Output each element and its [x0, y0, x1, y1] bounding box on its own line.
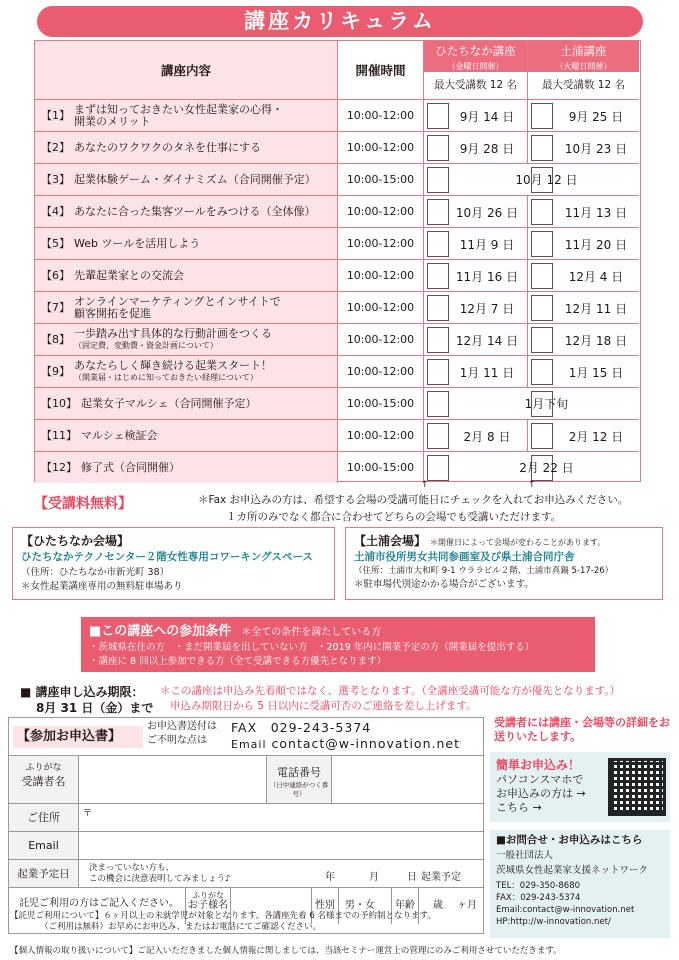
child-name: お子様名 [188, 900, 228, 911]
free-note-1: ＊Fax お申込みの方は、希望する会場の受講可能日にチェックを入れてお申込みください。 [198, 494, 629, 506]
easy-title: 簡単お申込み！ [496, 758, 581, 772]
table-row [35, 163, 639, 195]
form-to-1: お申込書送付は [147, 721, 217, 732]
checkbox-tsuchiura[interactable] [531, 103, 553, 129]
row-date-tsuchiura: 12月 18 日 [564, 333, 628, 348]
row-date-tsuchiura: 10月 23 日 [564, 141, 628, 156]
email-row [9, 831, 483, 859]
row-date-hitachinaka: 9月 28 日 [459, 141, 515, 156]
hitachinaka-day: （金曜日開催） [424, 61, 527, 72]
venue-t-small: ＊開催日によって会場が変わることがあります。 [430, 538, 606, 547]
checkbox-hitachinaka[interactable] [427, 327, 449, 353]
table-row [35, 131, 639, 163]
row-date-hitachinaka: 9月 14 日 [459, 109, 515, 124]
contact-title: ■お問合せ・お申込みはこちら [496, 834, 643, 846]
venue-t-name: 土浦市役所男女共同参画室及び県土浦合同庁舎 [354, 551, 575, 563]
row-time: 10:00-15:00 [338, 164, 424, 195]
checkbox-hitachinaka[interactable] [427, 295, 449, 321]
table-row [35, 227, 639, 259]
row-title-cell [35, 324, 338, 355]
plan-end: 起業予定 [421, 872, 461, 883]
venue-h-addr: （住所：ひたちなか市新光町 38） [21, 567, 170, 578]
row-title-cell [35, 260, 338, 291]
table-row [35, 419, 639, 451]
checkbox-hitachinaka[interactable] [427, 167, 449, 193]
venue-h-note: ＊女性起業講座専用の無料駐車場あり [21, 581, 183, 592]
row-title-sub: （固定費、変動費・資金計画について） [74, 340, 218, 350]
row-title-sub: 顧客開拓を促進 [74, 306, 151, 320]
row-no: 【7】 [41, 300, 70, 314]
deadline-note-1: ＊この講座は申込み先着順ではなく、選考となります。（全講座受講可能な方が優先となります。） [160, 685, 621, 697]
address-label: ご住所 [9, 804, 79, 832]
table-row [35, 195, 639, 227]
zip-mark: 〒 [83, 809, 93, 819]
sex-options[interactable]: 男・女 [345, 900, 375, 911]
child-label: 託児ご利用の方はご記入ください。 [19, 898, 179, 909]
checkbox-tsuchiura[interactable] [531, 135, 553, 161]
plan-month: 月 [369, 872, 379, 883]
cond-line-2: ・講座に 8 回以上参加できる方（全て受講できる方優先となります） [89, 656, 387, 667]
free-label: 【受講料無料】 [34, 496, 132, 512]
table-row [35, 355, 639, 387]
row-title-cell [35, 420, 338, 451]
row-date-tsuchiura: 9月 25 日 [568, 109, 624, 124]
row-title-cell [35, 164, 338, 195]
plan-note [89, 863, 230, 885]
curriculum-table [34, 40, 641, 482]
checkbox-hitachinaka[interactable] [427, 199, 449, 225]
row-no: 【12】 [41, 460, 77, 474]
hitachinaka-name: ひたちなか講座 [424, 41, 527, 61]
row-date-hitachinaka: 11月 9 日 [459, 237, 515, 252]
conditions-box [81, 617, 595, 672]
plan-note-1: 決まっていない方も、 [89, 863, 175, 873]
sex-label: 性別 [311, 888, 339, 924]
checkbox-hitachinaka[interactable] [427, 135, 449, 161]
checkbox-hitachinaka[interactable] [427, 263, 449, 289]
page-title: 講座カリキュラム [37, 6, 643, 37]
row-time: 10:00-12:00 [338, 196, 424, 227]
col-content-header: 講座内容 [35, 41, 338, 99]
row-title: 起業体験ゲーム・ダイナミズム（合同開催予定） [74, 172, 316, 186]
row-time: 10:00-12:00 [338, 100, 424, 131]
plan-note-2: この機会に決意表明してみましょう♪ [89, 874, 231, 884]
row-title-cell [35, 100, 338, 131]
checkbox-hitachinaka[interactable] [427, 103, 449, 129]
checkbox-tsuchiura[interactable] [531, 231, 553, 257]
name-label: 受講者名 [21, 775, 66, 788]
contact-hp[interactable]: HP:http://w-innovation.net/ [496, 917, 611, 927]
venue-tsuchiura [345, 527, 663, 600]
row-date-hitachinaka: 12月 7 日 [459, 301, 515, 316]
address-row [9, 803, 483, 831]
form-contact [231, 720, 460, 753]
checkbox-hitachinaka[interactable] [427, 359, 449, 385]
furigana-label: ふりがな [25, 763, 62, 773]
row-date-hitachinaka: 12月 14 日 [455, 333, 519, 348]
row-title-sub: （開業届・はじめに知っておきたい経理について） [74, 372, 258, 382]
row-title: Web ツールを活用しよう [74, 236, 201, 250]
row-title: 起業女子マルシェ（合同開催予定） [81, 396, 257, 410]
email-label: Email [9, 832, 79, 860]
row-joint-date: 1月下旬 [524, 397, 569, 412]
hitachinaka-cap: 最大受講数 12 名 [424, 72, 527, 99]
row-no: 【4】 [41, 204, 70, 218]
cond-title: ■この講座への参加条件 [89, 624, 232, 639]
row-no: 【1】 [41, 108, 70, 122]
form-to-2: ご不明な点は [147, 735, 207, 746]
row-title-cell [35, 196, 338, 227]
checkbox-tsuchiura[interactable] [531, 199, 553, 225]
deadline-date: 8月 31 日（金）まで [36, 701, 154, 715]
checkbox-hitachinaka[interactable] [427, 455, 449, 481]
org-2: 茨城県女性起業家支援ネットワーク [496, 865, 649, 876]
table-row [35, 451, 639, 483]
deadline-note-2: 申込み期限日から 5 日以内に受講可否のご連絡を差し上げます。 [170, 700, 477, 712]
right-info: 受講者には講座・会場等の詳細をお送りいたします。 [494, 716, 670, 743]
mail-label: Email [231, 738, 267, 751]
row-date-hitachinaka: 10月 26 日 [455, 205, 519, 220]
row-title-cell [35, 356, 338, 387]
row-time: 10:00-12:00 [338, 356, 424, 387]
fax-number: 029-243-5374 [270, 720, 372, 735]
plan-row [9, 859, 483, 887]
child-notes [10, 911, 436, 933]
table-row [35, 99, 639, 131]
checkbox-tsuchiura[interactable] [531, 423, 553, 449]
row-title-cell [35, 388, 338, 419]
qr-code-icon[interactable] [608, 758, 666, 816]
email-input[interactable] [80, 832, 483, 860]
easy-1: パソコンスマホで [496, 773, 584, 786]
tsuchiura-header [528, 41, 639, 99]
row-no: 【6】 [41, 268, 70, 282]
plan-year: 年 [325, 872, 335, 883]
form-title: 【参加お申込書】 [13, 726, 143, 748]
tel-label-cell [266, 756, 332, 804]
mail-address: contact@w-innovation.net [271, 736, 460, 751]
tsuchiura-name: 土浦講座 [528, 41, 639, 61]
checkbox-tsuchiura[interactable] [531, 263, 553, 289]
age-months: ヶ月 [457, 900, 477, 911]
contact-email[interactable]: Email:contact@w-innovation.net [496, 905, 635, 915]
row-title: あなたに合った集客ツールをみつける（全体像） [74, 204, 316, 218]
plan-day: 日 [407, 872, 417, 883]
row-time: 10:00-15:00 [338, 388, 424, 419]
row-title: 修了式（合同開催） [81, 460, 180, 474]
row-title-sub: 開業のメリット [74, 114, 151, 128]
row-no: 【10】 [41, 396, 77, 410]
row-title-cell [35, 292, 338, 323]
row-date-hitachinaka: 11月 16 日 [455, 269, 519, 284]
row-title-cell [35, 452, 338, 483]
easy-3: こちら [496, 801, 529, 814]
contact-fax: FAX：029-243-5374 [496, 893, 581, 903]
row-no: 【5】 [41, 236, 70, 250]
privacy-note: 【個人情報の取り扱いについて】ご記入いただきました個人情報に関しましては、当該セミナー運営上の管理にのみご利用させていただきます。 [10, 946, 562, 956]
row-date-tsuchiura: 12月 4 日 [568, 269, 624, 284]
fax-label: FAX [231, 720, 258, 735]
row-time: 10:00-12:00 [338, 324, 424, 355]
application-form [8, 717, 484, 934]
cond-line-1: ・茨城県在住の方 ・まだ開業届を出していない方 ・2019 年内に開業予定の方（開業届を提出する） [89, 642, 535, 653]
venue-t-addr: （住所：土浦市大和町 9-1 ウララビル２階、土浦市真鍋 5-17-26） [354, 566, 614, 576]
tel-sub-label: （日中連絡がつく番号） [269, 781, 329, 798]
row-title-cell [35, 228, 338, 259]
age-years: 歳 [433, 900, 443, 911]
row-date-tsuchiura: 2月 12 日 [568, 429, 624, 444]
row-date-tsuchiura: 12月 11 日 [564, 301, 628, 316]
row-title: 先輩起業家との交流会 [74, 268, 184, 282]
address-input[interactable] [99, 804, 483, 832]
easy-text: パソコンスマホで お申込みの方は → こちら → [496, 773, 664, 815]
table-row [35, 259, 639, 291]
checkbox-tsuchiura[interactable] [531, 295, 553, 321]
easy-apply-box[interactable] [490, 752, 670, 822]
row-no: 【9】 [41, 364, 70, 378]
age-label: 年齢 [391, 888, 419, 924]
checkbox-hitachinaka[interactable] [427, 231, 449, 257]
row-time: 10:00-12:00 [338, 292, 424, 323]
row-no: 【3】 [41, 172, 70, 186]
name-label-cell [9, 756, 79, 804]
row-title-cell [35, 132, 338, 163]
org-1: 一般社団法人 [496, 850, 554, 861]
deadline-label: ■ 講座申し込み期限： [20, 685, 144, 699]
row-date-hitachinaka: 2月 8 日 [463, 429, 511, 444]
tel-input[interactable] [333, 756, 483, 804]
checkbox-hitachinaka[interactable] [427, 391, 449, 417]
tel-label: 電話番号 [277, 766, 321, 779]
row-time: 10:00-12:00 [338, 132, 424, 163]
tsuchiura-cap: 最大受講数 12 名 [528, 72, 639, 99]
row-title: あなたのワクワクのタネを仕事にする [74, 140, 261, 154]
child-furigana: ふりがな [192, 891, 224, 900]
row-title: マルシェ検証会 [81, 428, 158, 442]
venue-t-note: ＊駐車場代別途かかる場合がございます。 [354, 579, 534, 590]
arrow-right: ↑ [528, 480, 536, 490]
contact-box [490, 830, 670, 938]
plan-label: 起業予定日 [9, 860, 79, 888]
child-note-2: （ご利用は無料）お早めにお申込み、またはお電話にてご確認ください。 [40, 922, 322, 932]
table-row [35, 291, 639, 323]
name-input[interactable] [80, 756, 266, 804]
row-title: あなたらしく輝き続ける起業スタート！ [74, 358, 272, 372]
row-no: 【2】 [41, 140, 70, 154]
row-joint-date: 2月 22 日 [519, 461, 574, 476]
checkbox-tsuchiura[interactable] [531, 359, 553, 385]
row-date-hitachinaka: 1月 11 日 [459, 365, 515, 380]
name-row [9, 755, 483, 803]
table-row [35, 323, 639, 355]
row-title: 一歩踏み出す具体的な行動計画をつくる [74, 326, 272, 340]
row-time: 10:00-12:00 [338, 228, 424, 259]
row-title: オンラインマーケティングとインサイトで [74, 294, 281, 308]
row-date-tsuchiura: 1月 15 日 [568, 365, 624, 380]
hitachinaka-header [424, 41, 528, 99]
row-joint-date: 10月 12 日 [515, 173, 578, 188]
checkbox-tsuchiura[interactable] [531, 327, 553, 353]
row-date-tsuchiura: 11月 13 日 [564, 205, 628, 220]
cond-sub: ＊全ての条件を満たしている方 [241, 627, 382, 638]
venue-h-title: 【ひたちなか会場】 [21, 534, 130, 548]
row-time: 10:00-12:00 [338, 260, 424, 291]
free-note-2: １カ所のみでなく都合に合わせてどちらの会場でも受講いただけます。 [226, 511, 562, 523]
row-time: 10:00-12:00 [338, 420, 424, 451]
row-title: まずは知っておきたい女性起業家の心得・ [74, 102, 283, 116]
row-no: 【8】 [41, 332, 70, 346]
contact-tel: TEL：029-350-8680 [496, 881, 581, 891]
row-time: 10:00-15:00 [338, 452, 424, 483]
form-to [147, 720, 217, 748]
col-time-header: 開催時間 [338, 41, 424, 99]
table-row [35, 387, 639, 419]
checkbox-hitachinaka[interactable] [427, 423, 449, 449]
easy-2: お申込みの方は [496, 787, 573, 800]
venue-t-title: 【土浦会場】 [354, 534, 427, 548]
venue-h-name: ひたちなかテクノセンター２階女性専用コワーキングスペース [21, 551, 313, 563]
tsuchiura-day: （火曜日開催） [528, 61, 639, 72]
row-date-tsuchiura: 11月 20 日 [564, 237, 628, 252]
venue-hitachinaka [12, 527, 335, 600]
row-no: 【11】 [41, 428, 77, 442]
child-note-1: 【託児ご利用について】６ヶ月以上の未就学児が対象となります。各講座先着 6 名様までの予約制となります。 [10, 911, 436, 921]
arrow-left: ↑ [421, 480, 429, 490]
